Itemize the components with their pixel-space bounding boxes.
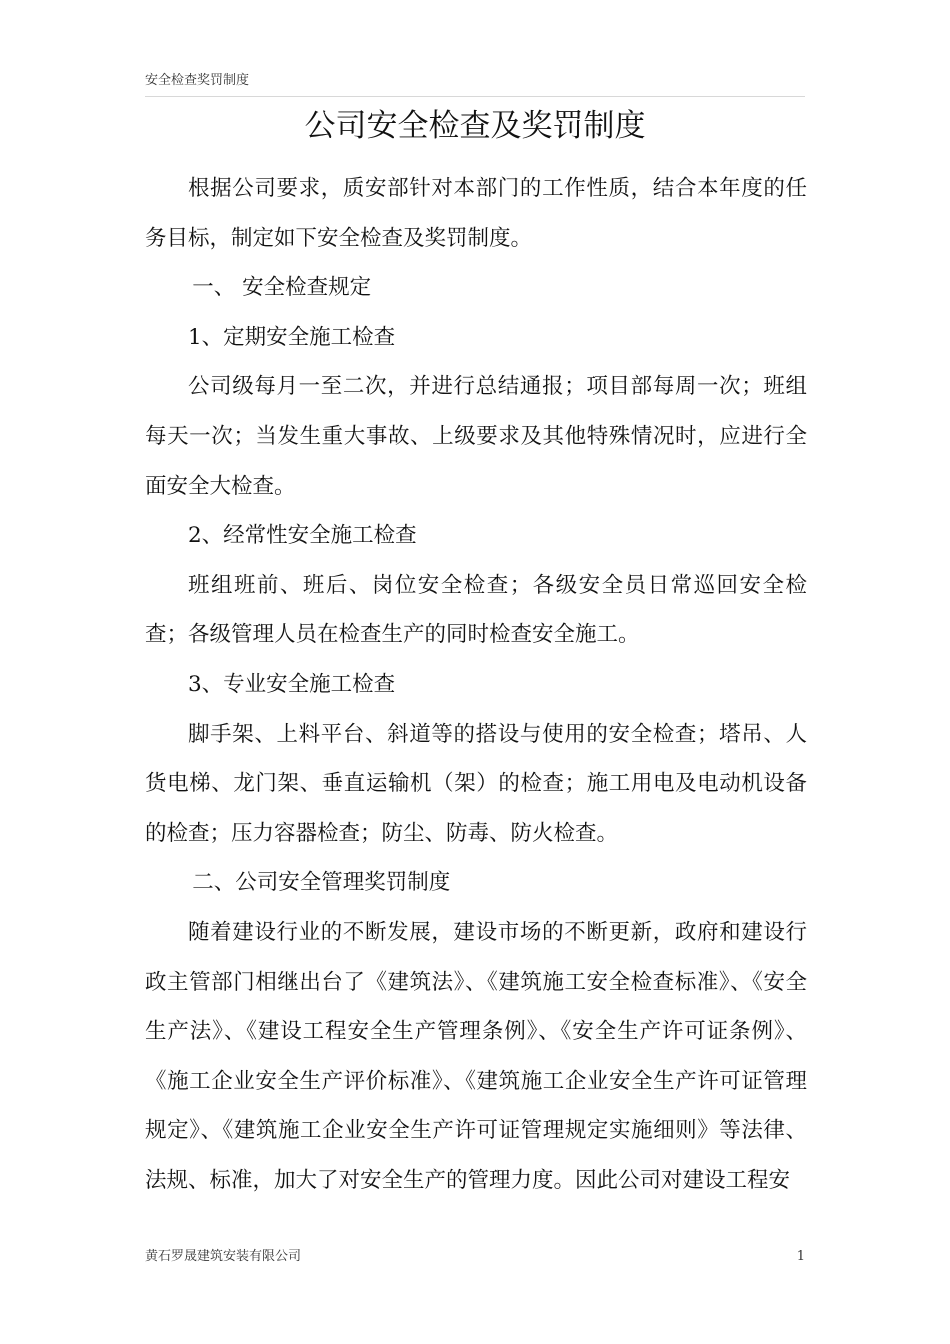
document-body (145, 164, 807, 1205)
intro-paragraph: 根据公司要求，质安部针对本部门的工作性质，结合本年度的任务目标，制定如下安全检查及奖罚制度。 (145, 176, 807, 251)
page-number: 1 (796, 1249, 805, 1264)
subheading-periodic-inspection: 1、定期安全施工检查 (188, 324, 396, 350)
section-heading-inspection-rules: 一、 安全检查规定 (192, 275, 372, 301)
reward-penalty-paragraph: 随着建设行业的不断发展，建设市场的不断更新，政府和建设行政主管部门相继出台了《建筑法》、《建筑施工安全检查标准》、《安全生产法》、《建设工程安全生产管理条例》、《安全生产许可证条例》、《施工企业安全生产评价标准》、《建筑施工企业安全生产许可证管理规定》、《建筑施工企业安全生产许可证管理规定实施细则》等法律、法规、标准，加大了对安全生产的管理力度。因此公司对建设工程安 (145, 919, 807, 1193)
header-divider (145, 96, 805, 97)
document-title: 公司安全检查及奖罚制度 (304, 108, 646, 144)
periodic-inspection-paragraph: 公司级每月一至二次，并进行总结通报；项目部每周一次；班组每天一次；当发生重大事故、上级要求及其他特殊情况时，应进行全面安全大检查。 (145, 374, 807, 499)
subheading-specialized-inspection: 3、专业安全施工检查 (188, 671, 396, 697)
specialized-inspection-paragraph: 脚手架、上料平台、斜道等的搭设与使用的安全检查；塔吊、人货电梯、龙门架、垂直运输机（架）的检查；施工用电及电动机设备的检查；压力容器检查；防尘、防毒、防火检查。 (145, 721, 807, 846)
running-header: 安全检查奖罚制度 (145, 73, 250, 88)
routine-inspection-paragraph: 班组班前、班后、岗位安全检查；各级安全员日常巡回安全检查；各级管理人员在检查生产的同时检查安全施工。 (145, 572, 807, 648)
footer-company-name: 黄石罗晟建筑安装有限公司 (145, 1249, 302, 1264)
subheading-routine-inspection: 2、经常性安全施工检查 (188, 523, 417, 549)
section-heading-reward-penalty: 二、公司安全管理奖罚制度 (192, 870, 451, 896)
